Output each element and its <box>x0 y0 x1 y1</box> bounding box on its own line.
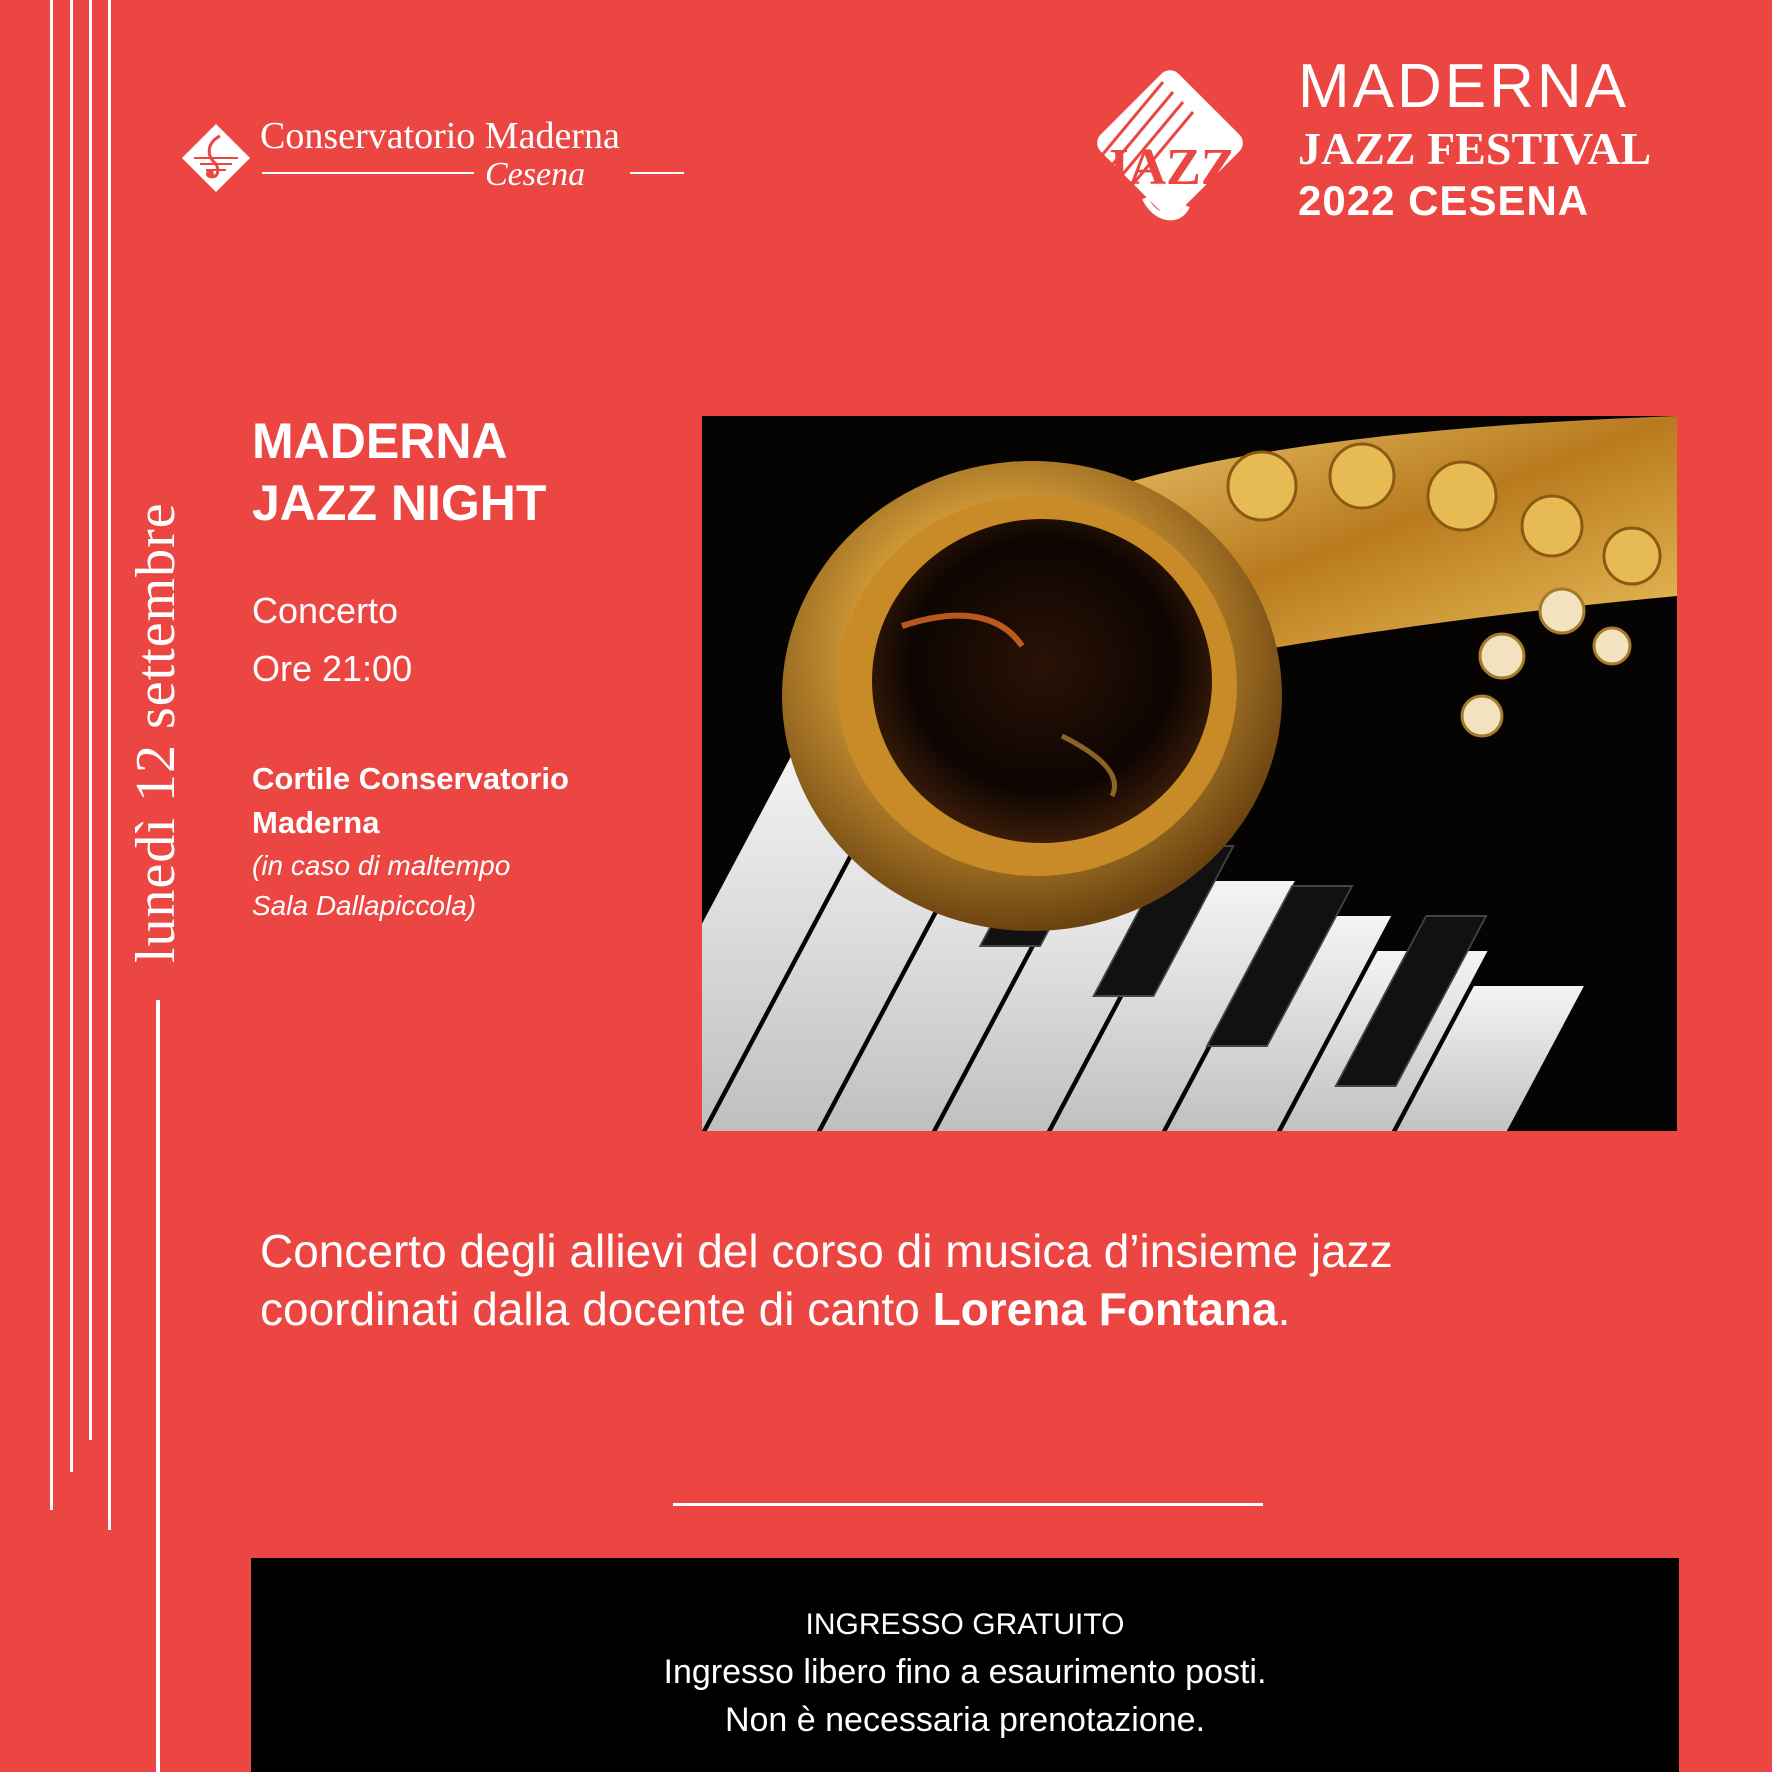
saxophone-piano-photo <box>702 416 1677 1131</box>
event-title-line: MADERNA <box>252 413 508 469</box>
venue-line: Maderna <box>252 805 380 840</box>
alternate-venue <box>252 846 510 926</box>
decorative-line <box>89 0 92 1440</box>
event-date: lunedì 12 settembre <box>125 502 187 963</box>
decorative-line <box>108 0 111 1530</box>
decorative-line <box>70 0 73 1472</box>
venue-line: Cortile Conservatorio <box>252 761 569 796</box>
event-venue <box>252 757 569 845</box>
logo-rule <box>262 172 474 174</box>
description-line: Concerto degli allievi del corso di musica d’insieme jazz <box>260 1225 1393 1277</box>
event-title-line: JAZZ NIGHT <box>252 475 547 531</box>
description-line <box>260 1280 1640 1338</box>
admission-text: Non è necessaria prenotazione. <box>724 1701 1206 1739</box>
decorative-line <box>156 1000 160 1772</box>
festival-edition: 2022 CESENA <box>1298 177 1590 224</box>
festival-name: MADERNA <box>1298 52 1630 121</box>
alt-venue-line: (in caso di maltempo <box>252 850 511 881</box>
event-type: Concerto <box>252 590 399 631</box>
admission-heading: INGRESSO GRATUITO <box>805 1608 1125 1641</box>
divider <box>673 1503 1263 1506</box>
description-text: coordinati dalla docente di canto <box>260 1283 933 1335</box>
event-title <box>252 410 546 534</box>
jazz-festival-logo-icon <box>1075 48 1265 238</box>
event-time: Ore 21:00 <box>252 648 413 689</box>
conservatorio-logo <box>180 114 690 204</box>
admission-box <box>251 1558 1679 1772</box>
saxophone-on-piano-image <box>702 416 1677 1131</box>
alt-venue-line: Sala Dallapiccola) <box>252 890 477 921</box>
festival-subtitle: JAZZ FESTIVAL <box>1298 123 1652 174</box>
decorative-line <box>50 0 53 1510</box>
logo-rule <box>630 172 684 174</box>
conservatorio-name: Conservatorio Maderna <box>260 115 620 157</box>
conservatorio-city: Cesena <box>485 156 586 193</box>
teacher-name: Lorena Fontana <box>932 1283 1278 1335</box>
admission-text: Ingresso libero fino a esaurimento posti. <box>663 1653 1267 1691</box>
jazz-mark-text: JAZZ <box>1102 139 1236 196</box>
description-text: . <box>1277 1283 1291 1335</box>
clef-diamond-icon <box>180 122 252 194</box>
event-description <box>260 1222 1640 1338</box>
